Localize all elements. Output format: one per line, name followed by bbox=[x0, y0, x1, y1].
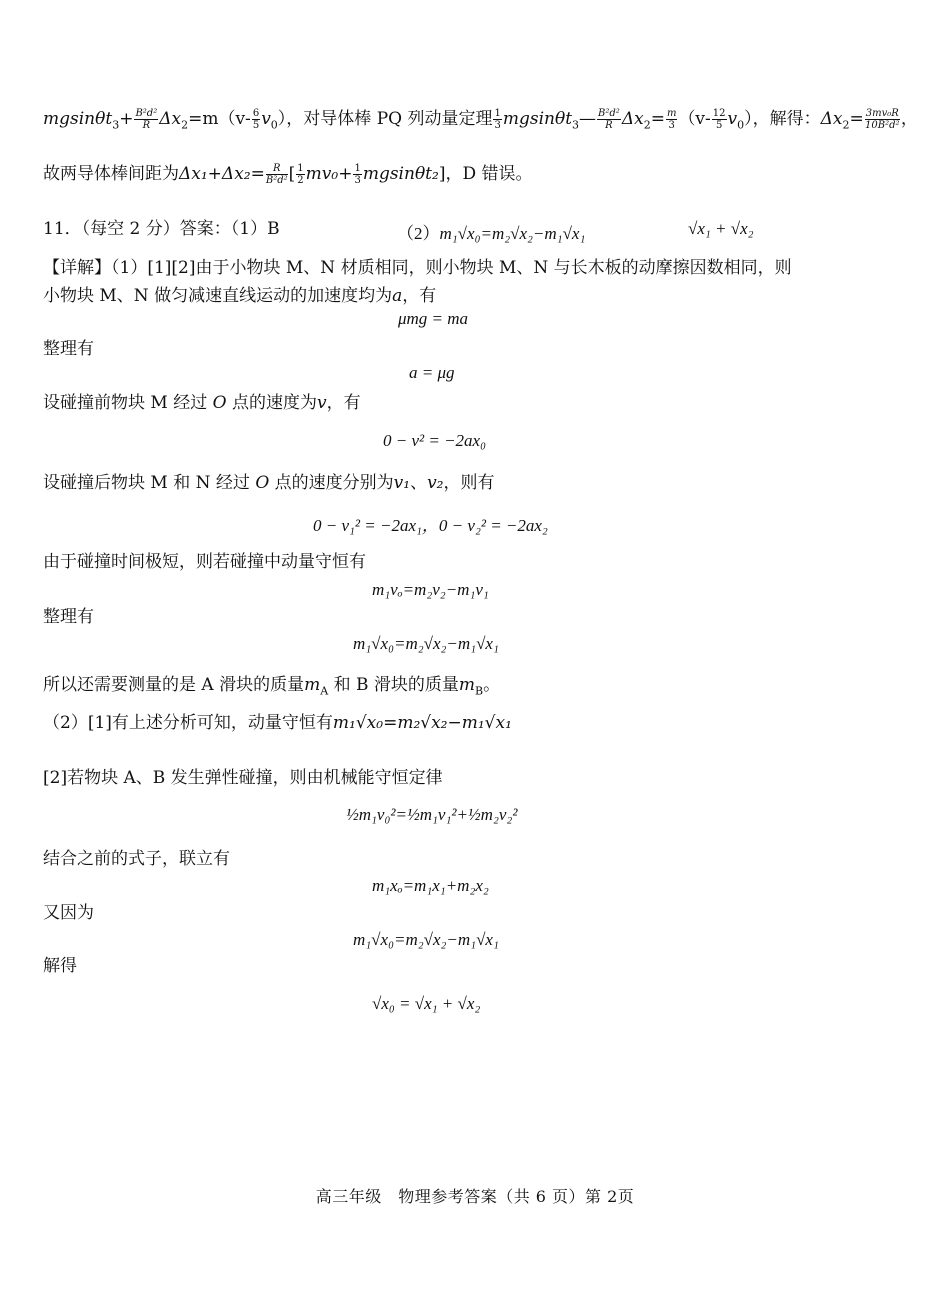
line-momentum-pq: mgsinθt$_3$+ $\frac{\text{B²d²}}{R}$ $\Delta x_2=m(v-$ $\frac{6}{5}$ $v_0$），对导体棒 PQ 列动量定理 $\frac{1}{3}$ mgsinθt$_3$— $\frac{\text{B²d²}}{R}$ $\Delta x_2=$ $\frac{m}{3}$ （v- $\frac{12}{5}$ $v_0$），解得：$\Delta x_2=$ $\frac{\text{3mv₀R}}{\text{10B²d²}}$ ， bbox=[43, 108, 918, 132]
fraction: $\frac{12}{5}$ bbox=[712, 108, 726, 131]
expr-text: mgsinθt₂ bbox=[362, 164, 439, 184]
fraction: $\frac{\text{B²d²}}{R}$ bbox=[135, 108, 158, 131]
text: ，D 错误。 bbox=[445, 164, 533, 184]
text: （2） bbox=[397, 224, 440, 243]
eq-friction: μmg = ma bbox=[398, 309, 469, 328]
text-momentum: 由于碰撞时间极短，则若碰撞中动量守恒有 bbox=[43, 552, 366, 572]
eq-accel: a = μg bbox=[409, 363, 455, 382]
text-after-collision: 设碰撞后物块 M 和 N 经过 O 点的速度分别为v₁、v₂，则有 bbox=[43, 473, 495, 493]
q11-part3 bbox=[688, 219, 754, 239]
fraction: $\frac{1}{3}$ bbox=[494, 108, 501, 131]
text: 小物块 M、N 做匀减速直线运动的加速度均为 bbox=[43, 286, 393, 306]
detail-para-1 bbox=[43, 258, 792, 278]
text-measure: 所以还需要测量的是 A 滑块的质量$m_A$ 和 B 滑块的质量$m_B$。 bbox=[43, 675, 501, 698]
expr-text: ） bbox=[277, 109, 287, 129]
sub: 2 bbox=[181, 118, 189, 132]
text: 【详解】（1）[1][2]由于小物块 M、N 材质相同，则小物块 M、N 与长木板的动摩擦因数相同，则 bbox=[43, 258, 792, 278]
fraction: $\frac{\text{B²d²}}{R}$ bbox=[598, 108, 620, 131]
text-before-collision: 设碰撞前物块 M 经过 O 点的速度为v，有 bbox=[43, 393, 361, 413]
sub: 2 bbox=[643, 118, 651, 132]
q11-label: 11．（每空 2 分）答案：（1）B bbox=[43, 219, 280, 239]
expr-text: Δx bbox=[159, 109, 182, 129]
detail-para-1b bbox=[43, 286, 436, 306]
eq-sqrt-1: m₁√x₀=m₂√x₂−m₁√x₁ bbox=[353, 634, 499, 653]
fraction: $\frac{R}{\text{B²d²}}$ bbox=[265, 163, 288, 186]
fraction: $\frac{1}{2}$ bbox=[297, 163, 304, 186]
eq-v1-v2: 0 − v₁² = −2ax₁，0 − v₂² = −2ax₂ bbox=[313, 516, 548, 535]
eq-linear: m₁xₒ=m₁x₁+m₂x₂ bbox=[372, 876, 489, 895]
text: ，对导体棒 PQ 列动量定理 bbox=[286, 109, 493, 129]
line-distance bbox=[43, 163, 533, 186]
expr-text: ] bbox=[438, 164, 446, 184]
expr-text: v bbox=[727, 109, 738, 129]
fraction: $\frac{\text{3mv₀R}}{\text{10B²d²}}$ bbox=[865, 108, 900, 131]
eq-energy: ½m₁v₀²=½m₁v₁²+½m₂v₂² bbox=[346, 805, 518, 824]
text: ，有 bbox=[402, 286, 437, 306]
expr-text: （v- bbox=[678, 109, 711, 129]
sub: 2 bbox=[842, 118, 850, 132]
expr-text: ） bbox=[744, 109, 753, 129]
sub: 3 bbox=[572, 118, 580, 132]
eq-v-x0: 0 − v² = −2ax₀ bbox=[383, 431, 487, 450]
expr-text: mgsinθt bbox=[502, 109, 573, 129]
text: ，解得： bbox=[752, 109, 821, 129]
page-footer: 高三年级 物理参考答案（共 6 页）第 2页 bbox=[315, 1187, 635, 1206]
fraction: $\frac{1}{3}$ bbox=[354, 163, 361, 186]
text-elastic: [2]若物块 A、B 发生弹性碰撞，则由机械能守恒定律 bbox=[43, 768, 443, 788]
expr-text: mgsinθt bbox=[43, 109, 113, 129]
expr-text: Δx bbox=[621, 109, 644, 129]
fraction: $\frac{6}{5}$ bbox=[252, 108, 260, 131]
sub: 0 bbox=[270, 118, 278, 132]
text: ， bbox=[900, 109, 918, 129]
text: 故两导体棒间距为 bbox=[43, 164, 179, 184]
eq-momentum: m₁vₒ=m₂v₂−m₁v₁ bbox=[372, 580, 489, 599]
eq-sqrt-2: m₁√x₀=m₂√x₂−m₁√x₁ bbox=[353, 930, 499, 949]
q11-part2 bbox=[397, 219, 585, 244]
expr-text: v bbox=[261, 109, 271, 129]
expr-text: =m（v- bbox=[188, 109, 251, 129]
text-zhengli-2: 整理有 bbox=[43, 607, 94, 627]
expr-text: Δx bbox=[820, 109, 843, 129]
sub: 3 bbox=[112, 118, 120, 132]
answer-2: m₁√x₀=m₂√x₂−m₁√x₁ bbox=[439, 224, 586, 243]
sub: 0 bbox=[737, 118, 745, 132]
expr-text: Δx₁+Δx₂= bbox=[179, 164, 265, 184]
text-combine: 结合之前的式子，联立有 bbox=[43, 849, 230, 869]
answer-3: √x₁ + √x₂ bbox=[688, 219, 754, 238]
text-zhengli-1: 整理有 bbox=[43, 339, 94, 359]
expr-text: [ bbox=[288, 164, 296, 184]
text-part2: （2）[1]有上述分析可知，动量守恒有m₁√x₀=m₂√x₂−m₁√x₁ bbox=[43, 713, 512, 733]
text-solve: 解得 bbox=[43, 956, 77, 976]
eq-result: √x₀ = √x₁ + √x₂ bbox=[372, 994, 481, 1013]
fraction: $\frac{m}{3}$ bbox=[666, 108, 677, 131]
expr-text: mv₀+ bbox=[305, 164, 353, 184]
text-because: 又因为 bbox=[43, 903, 94, 923]
q11-answer-line bbox=[43, 219, 280, 239]
var-a: a bbox=[392, 286, 403, 306]
